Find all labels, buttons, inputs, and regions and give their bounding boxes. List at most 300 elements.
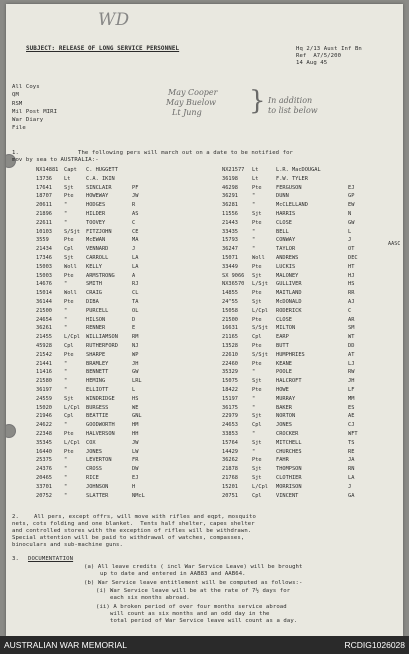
surname: HUMPHRIES [276,351,305,358]
surname: CLOSE [276,316,292,323]
initials: LJ [348,360,355,367]
surname: TAYLOR [276,246,296,253]
surname: LUCKIS [276,263,296,270]
surname: C. HUGGETT [86,167,118,173]
distribution-item: File [12,125,26,131]
service-number: 35329 [222,369,238,376]
surname: MALONEY [276,272,299,279]
rank: S/Sjt [252,351,268,358]
initials: CL [132,290,139,297]
surname: FAHR [276,457,289,464]
service-number: 36198 [222,175,238,182]
surname: SINCLAIR [86,184,112,191]
initials: GA [348,492,355,499]
service-number: 17346 [36,255,52,261]
personnel-row [6,211,403,217]
rank: Pte [252,219,262,226]
rank: Pte [64,448,74,455]
distribution-item: Mil Post MIRI [12,109,58,115]
surname: CLOTHIER [276,475,302,481]
rank: " [64,281,68,288]
para2-text: and controlled stores with the exception of rifles will be withdrawn. [12,528,252,534]
rank: Pte [252,387,262,393]
distribution-item: War Diary [12,117,44,123]
service-number: NX14881 [36,167,59,173]
surname: MITCHELL [276,439,302,446]
surname: RODERICK [276,307,302,314]
para1-number: 1. [12,150,19,156]
initials: R [132,202,136,209]
service-number: 18707 [36,193,52,200]
personnel-row [6,202,403,208]
service-number: 10103 [36,228,52,235]
rank: " [64,360,68,367]
surname: CARROLL [86,255,109,261]
rank: L/Cpl [64,334,80,341]
initials: ES [348,404,355,411]
surname: McEWAN [86,237,106,244]
initials: OT [348,246,355,253]
initials: TS [348,439,355,446]
service-number: 15764 [222,439,238,446]
service-number: 25375 [36,457,52,464]
personnel-row [6,246,403,252]
service-number: 24622 [36,422,52,429]
service-number: 24^55 [222,299,238,305]
initials: WP [132,351,139,358]
personnel-row [6,361,403,367]
rank: Cpl [252,334,262,341]
service-number: 14855 [222,290,238,297]
service-number: 17641 [36,184,52,191]
initials: D [132,316,136,323]
rank: S/Sjt [64,228,80,235]
rank: Sjt [64,184,74,191]
surname: ANDREWS [276,255,299,261]
rank: Pte [64,272,74,279]
surname: HALVERSON [86,431,115,437]
para3-text: will count as six months and an odd day in the [110,611,270,617]
rank: Lt [252,167,259,173]
surname: WINDRIDGE [86,395,115,402]
service-number: 24654 [36,316,52,323]
initials: A [132,272,136,279]
surname: McCLELLAND [276,202,308,209]
service-number: 36261 [36,325,52,332]
surname: MILTON [276,325,296,332]
surname: MAITLAND [276,290,302,297]
surname: BURGESS [86,404,109,411]
rank: Pte [64,351,74,358]
initials: C [132,219,136,226]
initials: FR [132,457,139,464]
rank: Sjt [64,395,74,402]
surname: CROSS [86,466,102,473]
surname: KELLY [86,263,102,270]
surname: CRAIG [86,290,102,297]
personnel-row [6,273,403,279]
service-number: 21878 [222,466,238,473]
initials: N [348,211,352,217]
initials: RN [348,466,355,473]
initials: EJ [132,475,139,481]
surname: BELL [276,228,289,235]
service-number: 36175 [222,404,238,411]
rank: " [64,466,68,473]
surname: HILSON [86,316,106,323]
personnel-row [6,229,403,235]
para2-number: 2. [12,514,19,520]
service-number: 36262 [222,457,238,464]
para3-text: (b) War Service leave entitlement will be computed as follows:- [84,580,303,586]
personnel-row [6,405,403,411]
surname: SLATTER [86,492,109,499]
service-number: 14676 [36,281,52,288]
initials: RW [348,369,355,376]
service-number: 16631 [222,325,238,332]
rank: Woll [252,255,265,261]
rank: Pte [252,184,262,191]
service-number: 21768 [222,475,238,481]
initials: JH [348,378,355,385]
initials: LRL [132,378,142,385]
surname: NORTON [276,413,296,420]
surname: MURRAY [276,395,296,402]
rank: " [252,448,256,455]
surname: RENNER [86,325,106,332]
personnel-row [6,343,403,349]
rank: Capt [64,167,77,173]
service-number: 15058 [222,307,238,314]
rank: Sjt [252,378,262,385]
handwritten-note: In addition [268,96,313,105]
initials: HS [348,281,355,288]
service-number: 13528 [222,343,238,349]
surname: DUNN [276,193,289,200]
para3-text: (a) All leave credits ( incl War Service Leave) will be brought [84,564,303,570]
service-number: 15020 [36,404,52,411]
distribution-item: QM [12,92,19,98]
service-number: 36144 [36,299,52,305]
rank: L/Cpl [252,307,268,314]
rank: Pte [252,316,262,323]
rank: Cpl [252,492,262,499]
personnel-row [6,308,403,314]
rank: Pte [252,457,262,464]
para1-text: mov by sea to AUSTRALIA:- [12,157,99,163]
rank: Sjt [252,475,262,481]
service-number: 20751 [222,492,238,499]
service-number: 15793 [222,237,238,244]
service-number: 14429 [222,448,238,455]
service-number: 22611 [36,219,52,226]
initials: HT [348,263,355,270]
initials: LF [348,387,355,393]
personnel-row [6,281,403,287]
initials: WFT [348,431,358,437]
personnel-row [6,493,403,499]
para2-text: binoculars and sub-machine guns. [12,542,123,548]
rank: " [252,246,256,253]
rank: Sjt [252,211,262,217]
surname: C.A. IKIN [86,175,115,182]
initials: HH [132,431,139,437]
rank: " [252,202,256,209]
rank: Cpl [252,422,262,429]
surname: PURCELL [86,307,109,314]
surname: BUTT [276,343,289,349]
para3-heading: DOCUMENTATION [28,556,74,562]
archive-footer [0,636,409,654]
surname: FITZJOHN [86,228,112,235]
surname: HOWE [276,387,289,393]
surname: GULLIVER [276,281,302,288]
surname: L.R. MacDOUGAL [276,167,321,173]
rank: Pte [64,299,74,305]
rank: " [64,202,68,209]
rank: " [252,395,256,402]
initials: GP [348,193,355,200]
rank: Sjt [252,466,262,473]
para2-text: Special attention will be paid to withdrawal of watches, compasses, [12,535,245,541]
rank: Pte [252,263,262,270]
initials: HS [132,395,139,402]
handwritten-note: Lt Jung [172,108,202,117]
service-number: 21443 [222,219,238,226]
initials: LW [132,448,139,455]
initials: AE [348,413,355,420]
surname: BAKER [276,404,292,411]
initials: JW [132,193,139,200]
surname: BEATTIE [86,413,109,420]
initials: AT [348,351,355,358]
initials: MM [348,395,355,402]
rank: Sjt [252,439,262,446]
surname: HEMING [86,378,106,385]
rank: Cpl [64,343,74,349]
personnel-row [6,457,403,463]
surname: FERGUSON [276,184,302,191]
surname: THOMPSON [276,466,302,473]
para3-text: (ii) A broken period of over four months service abroad [96,604,287,610]
personnel-row [6,352,403,358]
initials: AJ [348,299,355,305]
service-number: 35345 [36,439,52,446]
initials: GW [132,369,139,376]
surname: LEVERTON [86,457,112,464]
initials: GW [348,219,355,226]
surname: WILLIAMSON [86,334,118,341]
service-number: 36291 [222,193,238,200]
para2-text: nets, cots folding and one blanket. Tents half shelter, capes shelter [12,521,255,527]
personnel-row [6,220,403,226]
handwritten-note: May Cooper [168,88,218,97]
initials: SM [348,325,355,332]
initials: H [132,483,136,490]
service-number: 33853 [222,431,238,437]
initials: GNL [132,413,142,420]
service-number: 21580 [36,378,52,385]
service-number: 36281 [222,202,238,209]
initials: TA [132,299,139,305]
personnel-row [6,378,403,384]
personnel-row [6,167,403,173]
personnel-row [6,264,403,270]
rank: Lt [252,175,259,182]
ref-unit: Hq 2/13 Aust Inf Bn [296,46,362,52]
initials: LA [348,475,355,481]
rank: " [64,457,68,464]
rank: Pte [252,343,262,349]
service-number: 21455 [36,334,52,341]
service-number: 15003 [36,263,52,270]
surname: VENNARD [86,246,109,253]
surname: HODGES [86,202,106,209]
surname: VINCENT [276,492,299,499]
rank: " [64,475,68,481]
surname: F.W. TYLER [276,175,308,182]
rank: " [64,211,68,217]
initials: HJ [348,272,355,279]
initials: E [132,325,136,332]
service-number: 15014 [36,290,52,297]
rank: Woll [64,263,77,270]
rank: Lt [64,175,71,182]
rank: Pte [64,193,74,200]
rank: " [64,369,68,376]
service-number: 45928 [36,343,52,349]
rank: " [64,325,68,332]
initials: OL [132,307,139,314]
service-number: 21500 [36,307,52,314]
personnel-row [6,396,403,402]
initials: AR [348,316,355,323]
service-number: 22610 [222,351,238,358]
subject-line: SUBJECT: RELEASE OF LONG SERVICE PERSONNEL [26,46,180,52]
handwritten-bracket: } [249,86,266,116]
service-number: 15197 [222,395,238,402]
service-number: NX21577 [222,167,245,173]
surname: BRAMLEY [86,360,109,367]
service-number: 36197 [36,387,52,393]
personnel-row [6,440,403,446]
surname: HALCROFT [276,378,302,385]
rank: " [64,316,68,323]
personnel-row [6,431,403,437]
footer-source: AUSTRALIAN WAR MEMORIAL [4,640,127,650]
initials: NMcL [132,492,145,499]
service-number: 21542 [36,351,52,358]
service-number: 16440 [36,448,52,455]
personnel-row [6,413,403,419]
rank: L/Cpl [64,404,80,411]
rank: " [252,404,256,411]
surname: JONES [86,448,102,455]
service-number: 36247 [222,246,238,253]
handwritten-note: to list below [268,106,318,115]
initials: CE [132,228,139,235]
service-number: 33701 [36,483,52,490]
surname: HILDER [86,211,106,217]
initials: AS [132,211,139,217]
personnel-row [6,325,403,331]
initials: J [132,246,136,253]
personnel-row [6,193,403,199]
initials: LA [132,263,139,270]
surname: RICE [86,475,99,481]
rank: " [252,193,256,200]
rank: Pte [252,290,262,297]
rank: " [64,492,68,499]
service-number: 22979 [222,413,238,420]
rank: Sjt [252,299,262,305]
service-number: 22460 [222,360,238,367]
surname: JOHNSON [86,483,109,490]
distribution-item: All Coys [12,84,40,90]
para3-text: total period of War Service leave will count as a day. [110,618,298,624]
surname: HARRIS [276,211,296,217]
rank: " [252,431,256,437]
service-number: 33435 [222,228,238,235]
initials: RJ [132,281,139,288]
service-number: 24559 [36,395,52,402]
initials: C [348,307,352,314]
initials: MA [132,237,139,244]
handwritten-initials: WD [98,10,130,30]
service-number: 22348 [36,431,52,437]
personnel-row [6,422,403,428]
rank: L/Cpl [64,439,80,446]
footer-id: RCDIG1026028 [344,640,405,650]
personnel-row [6,299,403,305]
surname: CONWAY [276,237,296,244]
surname: JONES [276,422,292,429]
personnel-row [6,185,403,191]
para3-text: each six months abroad. [110,595,190,601]
service-number: SX 9066 [222,272,245,279]
service-number: 11556 [222,211,238,217]
personnel-row [6,317,403,323]
personnel-row [6,475,403,481]
initials: RE [348,448,355,455]
initials: RR [348,290,355,297]
service-number: 46298 [222,184,238,191]
para3-text: (i) War Service leave will be at the rate of 7½ days for [96,588,291,594]
surname: GOODWORTH [86,422,115,429]
personnel-row [6,387,403,393]
para3-number: 3. [12,556,19,562]
surname: DIBA [86,299,99,305]
surname: EARP [276,334,289,341]
personnel-row [6,484,403,490]
rank: Woll [64,290,77,297]
rank: Pte [64,237,74,244]
surname: CROCKER [276,431,299,437]
rank: Pte [64,431,74,437]
surname: SMITH [86,281,102,288]
rank: L/Cpl [252,483,268,490]
personnel-row [6,449,403,455]
service-number: 21441 [36,360,52,367]
service-number: 24653 [222,422,238,429]
initials: L [132,387,136,393]
personnel-row [6,334,403,340]
rank: Cpl [64,246,74,253]
rank: " [64,378,68,385]
service-number: 13736 [36,175,52,182]
personnel-row [6,176,403,182]
rank: L/Sjt [252,281,268,288]
